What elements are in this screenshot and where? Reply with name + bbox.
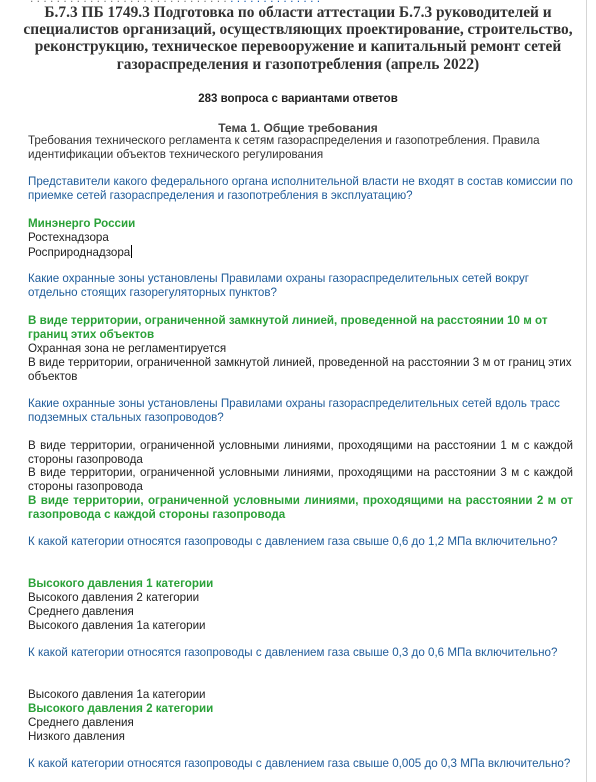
topic-title: Тема 1. Общие требования xyxy=(218,121,378,135)
text-cursor xyxy=(131,245,132,258)
answer-option: Охранная зона не регламентируется xyxy=(28,342,227,355)
answer-option: Среднего давления xyxy=(28,605,134,618)
answer-correct: В виде территории, ограниченной замкнутой линией, проведенной на расстоянии 10 м от границ этих объектов xyxy=(28,314,548,341)
answer-correct: Высокого давления 2 категории xyxy=(28,702,214,715)
answer-correct: В виде территории, ограниченной условными линиями, проходящими на расстоянии 2 м от газопровода с каждой стороны газопровода xyxy=(28,494,573,521)
answer-option: В виде территории, ограниченной условными линиями, проходящими на расстоянии 3 м с каждой стороны газопровода xyxy=(28,466,573,493)
answer-option: Высокого давления 1а категории xyxy=(28,619,206,632)
answer-option: Высокого давления 1а категории xyxy=(28,688,206,701)
answer-option-text: Росприроднадзора xyxy=(28,246,131,259)
question-text: К какой категории относятся газопроводы с давлением газа свыше 0,6 до 1,2 МПа включительно? xyxy=(28,535,558,548)
question-text: Какие охранные зоны установлены Правилами охраны газораспределительных сетей вдоль трасс подземных стальных газопроводов? xyxy=(28,397,560,424)
answer-option: Среднего давления xyxy=(28,716,134,729)
answer-option xyxy=(28,245,573,260)
document-subtitle: 283 вопроса с вариантами ответов xyxy=(198,93,398,105)
answer-correct: Высокого давления 1 категории xyxy=(28,577,214,590)
answer-option: В виде территории, ограниченной замкнутой линией, проведенной на расстоянии 3 м от границ этих объектов xyxy=(28,356,572,383)
question-text: Представители какого федерального органа исполнительной власти не входят в состав комиссии по приемке сетей газораспределения и газопотребления в эксплуатацию? xyxy=(28,175,573,202)
question-text: К какой категории относятся газопроводы с давлением газа свыше 0,3 до 0,6 МПа включительно? xyxy=(28,646,558,659)
answer-correct: Минэнерго России xyxy=(28,217,136,230)
answer-option: Высокого давления 2 категории xyxy=(28,591,200,604)
answer-option: В виде территории, ограниченной условными линиями, проходящими на расстоянии 1 м с каждой стороны газопровода xyxy=(28,439,573,466)
question-text: К какой категории относятся газопроводы с давлением газа свыше 0,005 до 0,3 МПа включительно? xyxy=(28,757,571,770)
topic-description: Требования технического регламента к сетям газораспределения и газопотребления. Правила идентификации объектов технического регулирования xyxy=(28,134,540,161)
document-title: Б.7.3 ПБ 1749.3 Подготовка по области аттестации Б.7.3 руководителей и специалистов организаций, осуществляющих проектирование, строительство, реконструкцию, техническое перевооружение и капитальный ремонт сетей газораспределения и газопотребления (апрель 2022) xyxy=(23,4,573,73)
answer-option: Ростехнадзора xyxy=(28,231,109,244)
answer-option: Низкого давления xyxy=(28,730,125,743)
page-edge-divider xyxy=(586,0,587,782)
question-text: Какие охранные зоны установлены Правилами охраны газораспределительных сетей вокруг отдельно стоящих газорегуляторных пунктов? xyxy=(28,272,530,299)
